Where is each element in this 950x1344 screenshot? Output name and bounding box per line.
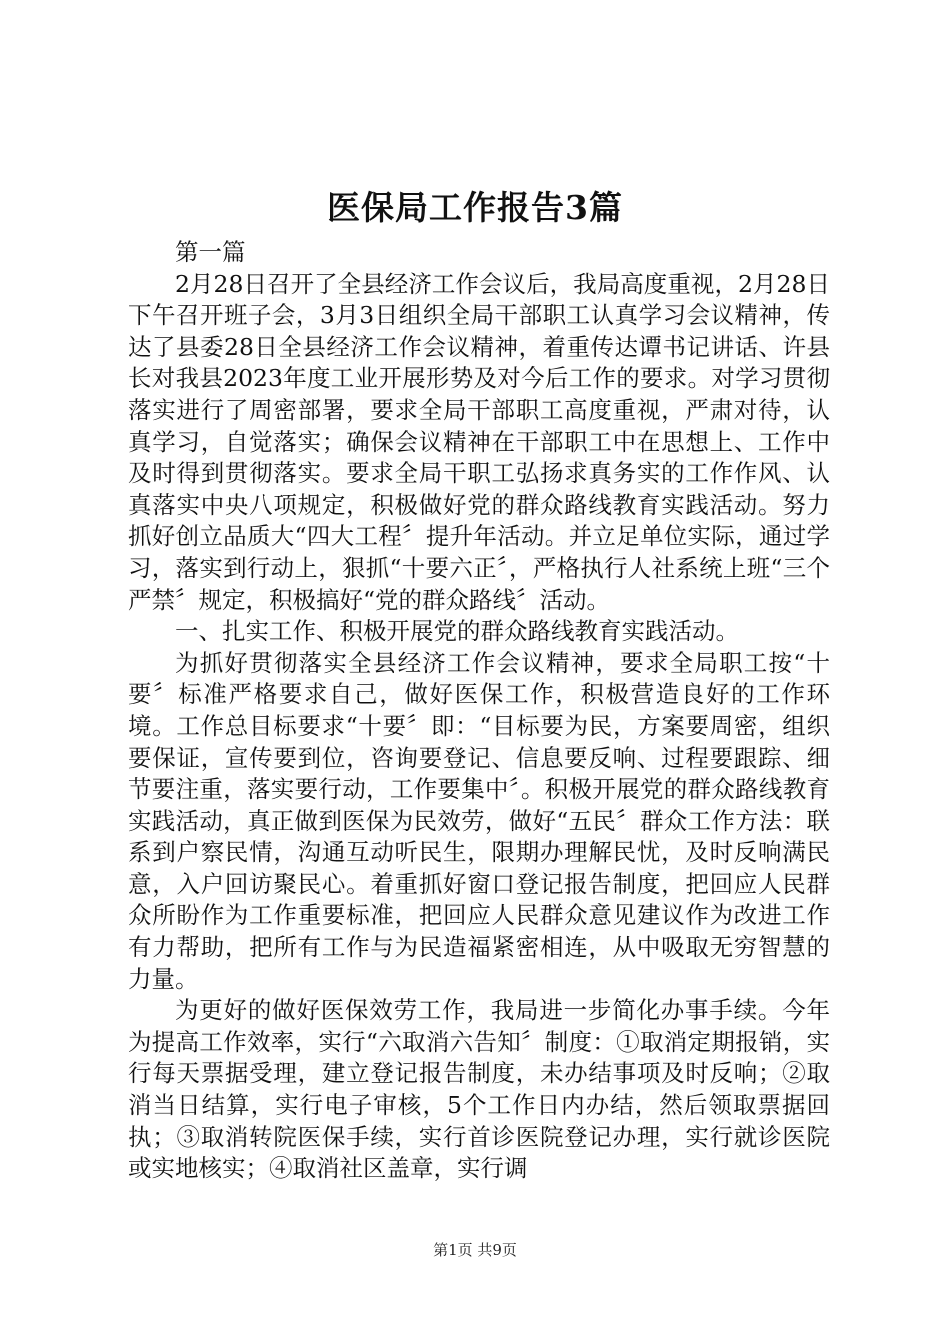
body-paragraph: 为更好的做好医保效劳工作，我局进一步简化办事手续。今年为提高工作效率，实行“六取消六告知〞制度：①取消定期报销，实行每天票据受理，建立登记报告制度，未办结事项及时反响；②取消当日结算，实行电子审核，5个工作日内办结，然后领取票据回执；③取消转院医保手续，实行首诊医院登记办理，实行就诊医院 或实地核实；④取消社区盖章，实行调 [128,996,861,1183]
section-heading: 第一篇 [175,238,246,266]
page-number: 第1页 共9页 [433,1241,517,1259]
body-paragraph: 2月28日召开了全县经济工作会议后，我局高度重视，2月28日下午召开班子会，3月3日组织全局干部职工认真学习会议精神，传达了县委28日全县经济工作会议精神，着重传达谭书记讲话、许县长对我县2023年度工业开展形势及对今后工作的要求。对学习贯彻落实进行了周密部署，要求全局干部职工高度重视，严肃对待，认真学习，自觉落实；确保会议精神在干部职工中在思想上、工作中及时得到贯彻落实。要求全局干职工弘扬求真务实的工作作风、认真落实中央八项规定，积极做好党的群众路线教育实践活动。努力抓好创立品质大“四大工程〞提升年活动。并立足单位实际，通过学习，落实到行动上，狠抓“十要六正〞，严格执行人社系统上班“三个严禁〞规定，积极搞好“党的群众路线〞活动。 [128,269,830,614]
document-title: 医保局工作报告3篇 [327,188,623,227]
document-body [128,237,861,1185]
body-paragraph: 为抓好贯彻落实全县经济工作会议精神，要求全局职工按“十要〞标准严格要求自己，做好医保工作，积极营造良好的工作环境。工作总目标要求“十要〞即：“目标要为民，方案要周密，组织要保证，宣传要到位，咨询要登记、信息要反响、过程要跟踪、细节要注重，落实要行动，工作要集中〞。积极开展党的群众路线教育实践活动，真正做到医保为民效劳，做好“五民〞群众工作方法：联系到户察民情，沟通互动听民生，限期办理解民忧，及时反响满民意，入户回访聚民心。着重抓好窗口登记报告制度，把回应人民群众所盼作为工作重要标准，把回应人民群众意见建议作为改进工作有力帮助，把所有工作与为民造福紧密相连，从中吸取无穷智慧的力量。 [128,648,830,993]
section-subheading: 一、扎实工作、积极开展党的群众路线教育实践活动。 [175,617,739,646]
